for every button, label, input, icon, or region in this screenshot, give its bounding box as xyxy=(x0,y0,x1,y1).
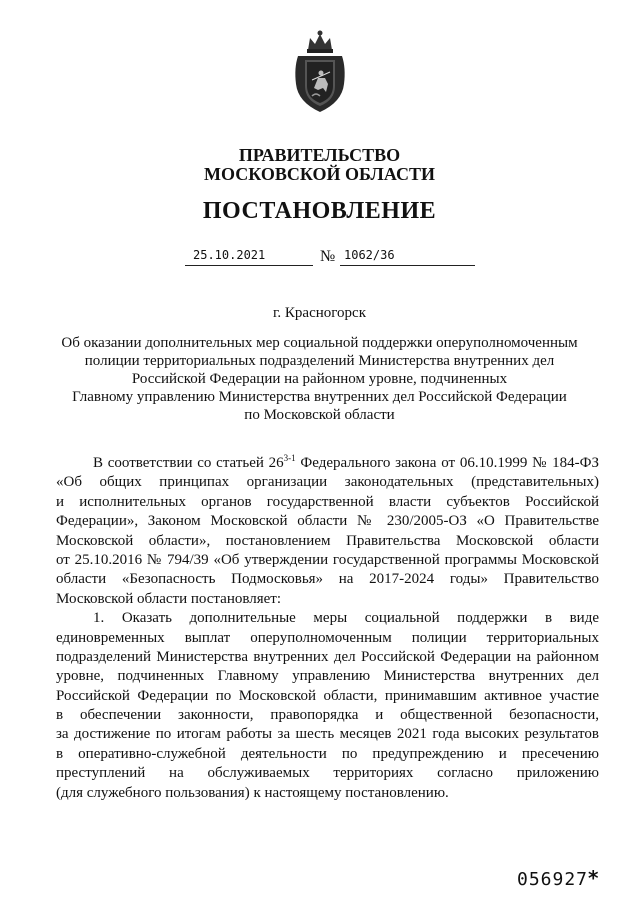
coat-of-arms-icon xyxy=(290,28,350,114)
preamble-text: Федерального закона от 06.10.1999 № 184-ФЗ xyxy=(295,455,599,471)
title-line: по Московской области xyxy=(244,407,395,423)
document-date: 25.10.2021 xyxy=(185,248,313,266)
form-serial-number xyxy=(517,866,600,890)
document-title xyxy=(60,334,579,424)
place-of-issue: г. Красногорск xyxy=(272,305,367,321)
title-line: Российской Федерации на районном уровне, подчиненных xyxy=(131,371,508,387)
preamble-line: и исполнительных органов государственной власти субъектов Российской xyxy=(56,493,599,510)
preamble-line: области «Безопасность Подмосковья» на 2017-2024 годы» Правительство xyxy=(56,571,599,588)
org-name-line2: МОСКОВСКОЙ ОБЛАСТИ xyxy=(204,164,435,184)
preamble-line: Федерации», Законом Московской области № 230/2005-ОЗ «О Правительстве xyxy=(56,513,599,530)
document-type: ПОСТАНОВЛЕНИЕ xyxy=(202,198,437,224)
item1-line: подразделений Министерства внутренних дел Российской Федерации на районном xyxy=(56,648,599,665)
asterisk-mark: * xyxy=(588,866,600,890)
preamble-line: Московской области», постановлением Правительства Московской области xyxy=(56,532,599,549)
item1-line: 1. Оказать дополнительные меры социальной поддержки в виде xyxy=(93,610,599,627)
preamble-line: «Об общих принципах организации законодательных (представительных) xyxy=(56,474,599,491)
preamble-line: Московской области постановляет: xyxy=(56,590,281,607)
item1-line: Российской Федерации по Московской области, принимавшим активное участие xyxy=(56,687,599,704)
preamble-line: от 25.10.2016 № 794/39 «Об утверждении государственной программы Московской xyxy=(56,551,599,568)
serial-digits: 056927 xyxy=(517,869,589,890)
item1-line: (для служебного пользования) к настоящему постановлению. xyxy=(56,784,449,801)
title-line: Об оказании дополнительных мер социальной поддержки оперуполномоченным xyxy=(61,335,578,351)
document-body xyxy=(56,454,599,803)
item1-line: уровне, подчиненных Главному управлению Министерства внутренних дел xyxy=(56,668,599,685)
article-superscript: 3-1 xyxy=(283,453,296,463)
document-number: 1062/36 xyxy=(340,248,475,266)
item1-line: в оперативно-служебной деятельности по предупреждению и пресечению xyxy=(56,745,599,762)
preamble-text: В соответствии со статьей 26 xyxy=(93,455,284,471)
item1-line: в обеспечении законности, правопорядка и общественной безопасности, xyxy=(56,707,599,724)
title-line: полиции территориальных подразделений Министерства внутренних дел xyxy=(84,353,555,369)
title-line: Главному управлению Министерства внутренних дел Российской Федерации xyxy=(72,389,567,405)
item1-line: преступлений на обслуживаемых территориях согласно приложению xyxy=(56,765,599,782)
item1-line: единовременных выплат оперуполномоченным полиции территориальных xyxy=(56,629,599,646)
item1-line: за достижение по итогам работы за шесть месяцев 2021 года высоких результатов xyxy=(56,726,599,743)
org-name-line1: ПРАВИТЕЛЬСТВО xyxy=(238,145,401,165)
preamble-first-line xyxy=(56,454,599,473)
number-sign: № xyxy=(320,248,336,265)
